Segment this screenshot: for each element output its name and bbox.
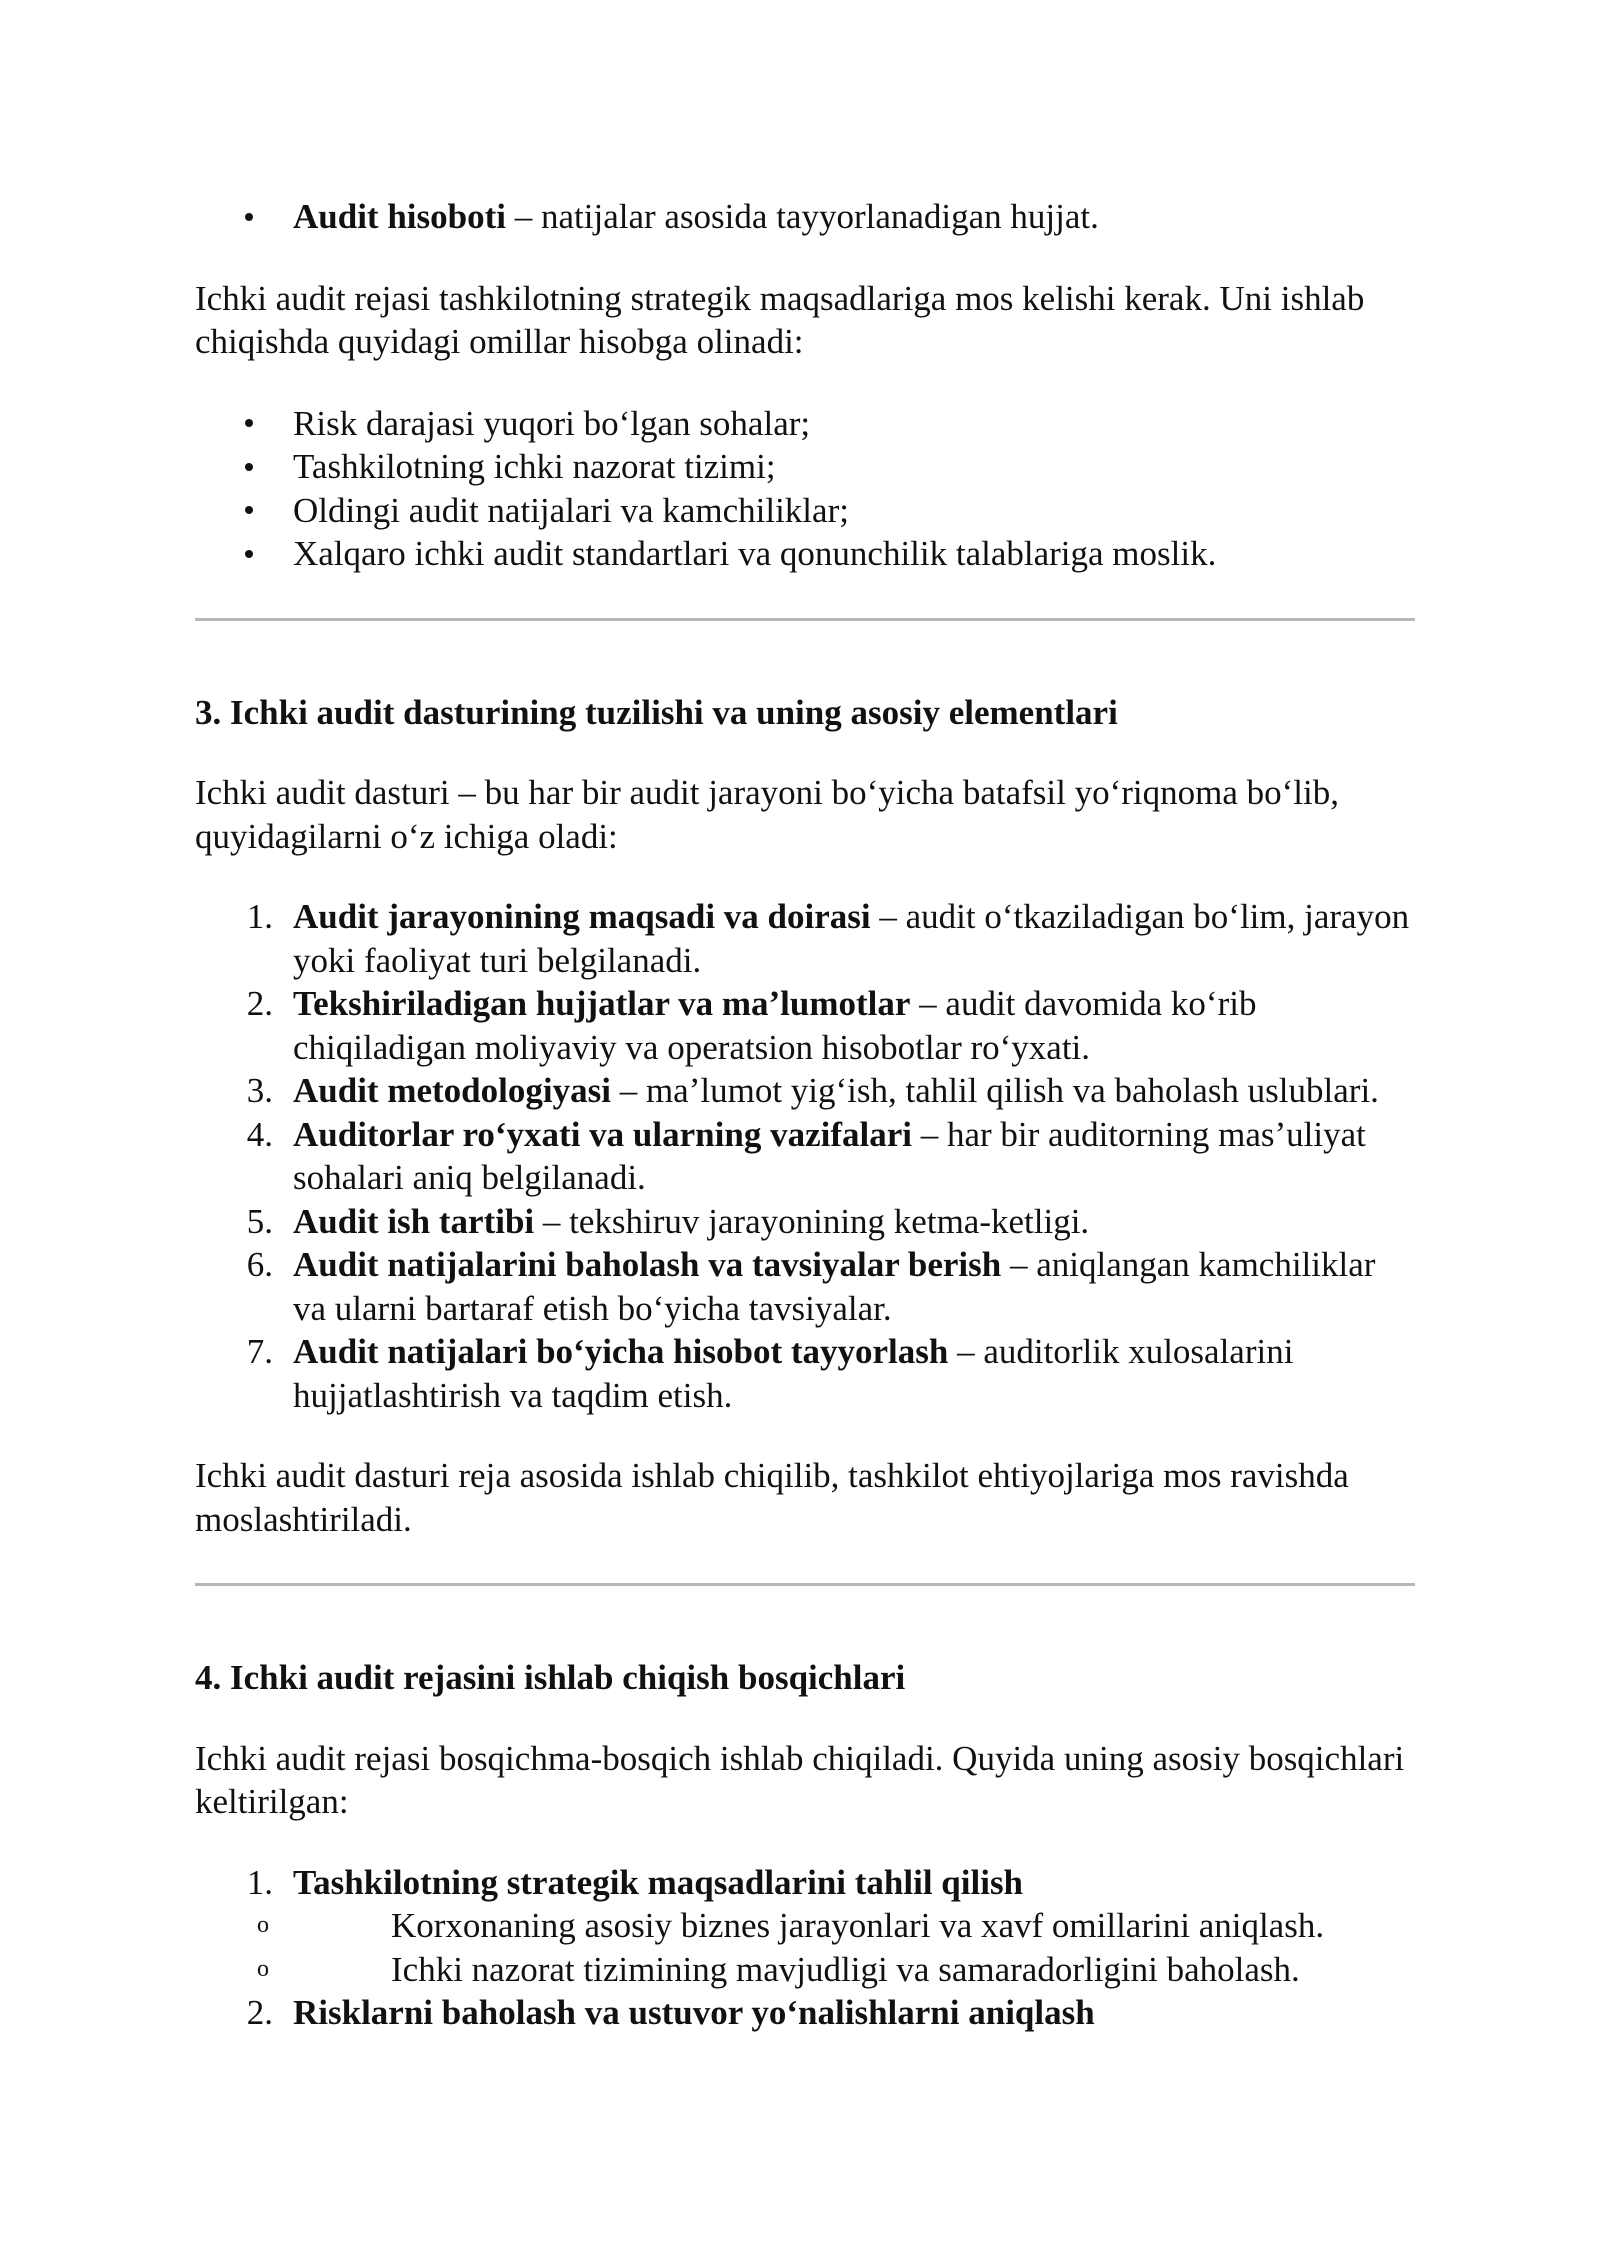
numbered-item	[195, 1243, 1415, 1330]
item-text: Xalqaro ichki audit standartlari va qonunchilik talablariga moslik.	[293, 534, 1217, 573]
item-term: Audit jarayonining maqsadi va doirasi	[293, 897, 871, 936]
circle-bullet-icon: o	[257, 1955, 269, 1982]
item-term: Audit natijalarini baholash va tavsiyalar berish	[293, 1245, 1002, 1284]
item-text: Risk darajasi yuqori boʻlgan sohalar;	[293, 403, 811, 443]
item-text: Tashkilotning ichki nazorat tizimi;	[293, 447, 776, 486]
sub-item	[257, 1948, 1415, 1992]
section-3-intro: Ichki audit dasturi – bu har bir audit jarayoni boʻyicha batafsil yoʻriqnoma boʻlib, quyidagilarni oʻz ichiga oladi:	[195, 773, 1339, 856]
item-text: – maʼlumot yigʻish, tahlil qilish va baholash uslublari.	[610, 1071, 1379, 1110]
item-text: – natijalar asosida tayyorlanadigan hujjat.	[506, 197, 1099, 236]
numbered-item	[195, 1113, 1415, 1200]
step-title: Risklarni baholash va ustuvor yoʻnalishlarni aniqlash	[293, 1993, 1095, 2032]
item-term: Audit ish tartibi	[293, 1201, 535, 1241]
item-number: 4.	[246, 1114, 273, 1154]
item-text: – aniqlangan kamchiliklar va ularni bartaraf etish boʻyicha tavsiyalar.	[293, 1245, 1376, 1328]
bullet-icon	[243, 489, 255, 533]
item-text: – auditorlik xulosalarini hujjatlashtirish va taqdim etish.	[293, 1332, 1294, 1415]
item-number: 2.	[246, 1993, 273, 2032]
numbered-item	[195, 1991, 1415, 2035]
item-number: 6.	[246, 1245, 273, 1284]
item-text: – tekshiruv jarayonining ketma-ketligi.	[534, 1201, 1090, 1241]
item-text: Oldingi audit natijalari va kamchiliklar;	[293, 490, 849, 530]
numbered-item	[195, 895, 1415, 982]
item-text: – har bir auditorning masʼuliyat sohalari aniq belgilanadi.	[293, 1114, 1366, 1197]
numbered-item	[195, 1861, 1415, 1992]
item-number: 1.	[246, 897, 273, 936]
item-text: – audit davomida koʻrib chiqiladigan moliyaviy va operatsion hisobotlar roʻyxati.	[293, 984, 1257, 1067]
list-item	[195, 195, 1415, 239]
item-number: 1.	[246, 1862, 273, 1902]
item-number: 3.	[246, 1071, 273, 1110]
numbered-item	[195, 1200, 1415, 1244]
section-4-intro: Ichki audit rejasi bosqichma-bosqich ishlab chiqiladi. Quyida uning asosiy bosqichlari keltirilgan:	[195, 1738, 1405, 1821]
document-page	[195, 195, 1415, 2035]
list-item	[195, 489, 1415, 533]
sub-item-text: Korxonaning asosiy biznes jarayonlari va xavf omillarini aniqlash.	[391, 1906, 1325, 1945]
section-4-heading: 4. Ichki audit rejasini ishlab chiqish bosqichlari	[195, 1658, 906, 1697]
item-term: Audit metodologiyasi	[293, 1071, 611, 1110]
item-term: Audit hisoboti	[293, 197, 506, 236]
list-item	[195, 532, 1415, 576]
step-title: Tashkilotning strategik maqsadlarini tahlil qilish	[293, 1862, 1024, 1902]
item-number: 5.	[246, 1201, 273, 1241]
bullet-icon	[243, 532, 255, 576]
numbered-item	[195, 1330, 1415, 1417]
factors-list	[195, 402, 1415, 576]
item-number: 2.	[246, 984, 273, 1023]
item-term: Auditorlar roʻyxati va ularning vazifalari	[293, 1114, 912, 1154]
bullet-icon	[243, 445, 255, 489]
circle-bullet-icon: o	[257, 1912, 269, 1938]
list-item	[195, 402, 1415, 446]
step-1-subitems	[257, 1904, 1415, 1991]
sub-item	[257, 1904, 1415, 1948]
paragraph-plan-factors: Ichki audit rejasi tashkilotning strategik maqsadlariga mos kelishi kerak. Uni ishlab chiqishda quyidagi omillar hisobga olinadi:	[195, 278, 1365, 361]
report-bullet-list	[195, 195, 1415, 239]
sub-item-text: Ichki nazorat tizimining mavjudligi va samaradorligini baholash.	[391, 1949, 1300, 1989]
list-item	[195, 445, 1415, 489]
item-text: – audit oʻtkaziladigan boʻlim, jarayon yoki faoliyat turi belgilanadi.	[293, 897, 1410, 980]
section-3-closing: Ichki audit dasturi reja asosida ishlab chiqilib, tashkilot ehtiyojlariga mos ravishda moslashtiriladi.	[195, 1456, 1349, 1539]
numbered-item	[195, 1069, 1415, 1113]
program-elements-list	[195, 895, 1415, 1417]
bullet-icon	[243, 402, 255, 446]
section-3-heading: 3. Ichki audit dasturining tuzilishi va uning asosiy elementlari	[195, 692, 1118, 732]
plan-steps-list	[195, 1861, 1415, 2035]
bullet-icon	[243, 195, 255, 239]
item-term: Audit natijalari boʻyicha hisobot tayyorlash	[293, 1332, 949, 1371]
item-number: 7.	[246, 1332, 273, 1371]
item-term: Tekshiriladigan hujjatlar va maʼlumotlar	[293, 984, 911, 1023]
numbered-item	[195, 982, 1415, 1069]
